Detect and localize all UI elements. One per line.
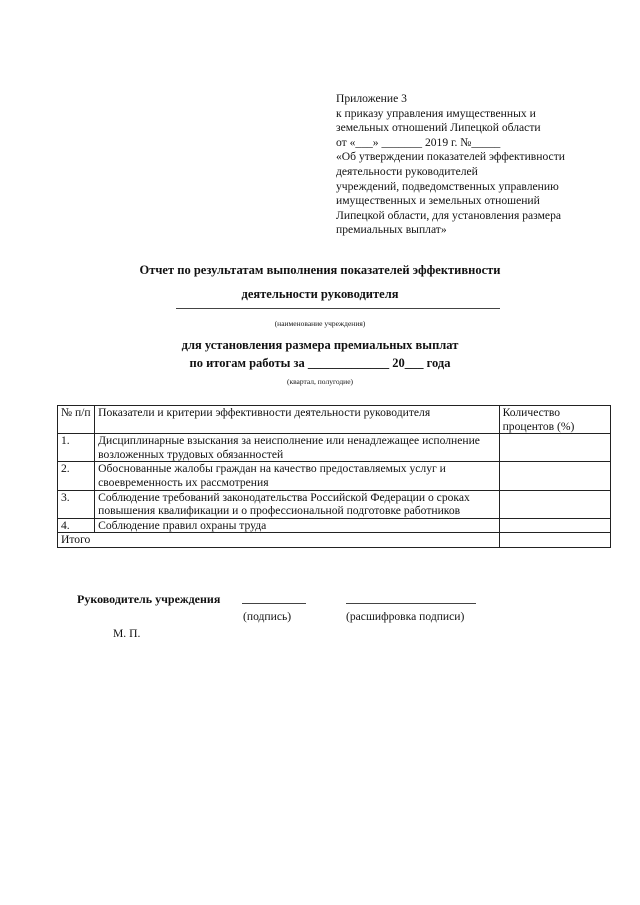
row-text: Дисциплинарные взыскания за неисполнение или ненадлежащее исполнение возложенных трудовых обязанностей [95, 434, 499, 462]
row-num: 4. [58, 518, 95, 533]
header-num: № п/п [58, 406, 95, 434]
row-text: Обоснованные жалобы граждан на качество предоставляемых услуг и своевременность их рассмотрения [95, 462, 499, 490]
stamp-place: М. П. [113, 627, 141, 640]
total-label: Итого [58, 533, 500, 548]
appendix-line: учреждений, подведомственных управлению [336, 179, 559, 193]
appendix-line: Приложение 3 [336, 92, 407, 105]
appendix-line: земельных отношений Липецкой области [336, 121, 541, 135]
report-purpose: для установления размера премиальных выплат [181, 338, 459, 352]
institution-caption: (наименование учреждения) [274, 319, 366, 328]
period-caption: (квартал, полугодие) [286, 377, 354, 386]
appendix-line: Липецкой области, для установления размера [336, 208, 562, 222]
header-indicator: Показатели и критерии эффективности деятельности руководителя [95, 406, 499, 434]
name-line [346, 603, 476, 604]
institution-name-line [176, 308, 500, 309]
table-row [58, 462, 611, 490]
report-period: по итогам работы за _____________ 20___ года [189, 356, 451, 370]
appendix-block [336, 92, 626, 238]
table-header-row [58, 406, 611, 434]
row-num: 3. [58, 490, 95, 518]
table-total-row [58, 533, 611, 548]
row-value[interactable] [499, 462, 610, 490]
header-percent: Количество процентов (%) [499, 406, 610, 434]
signature-line [242, 603, 306, 604]
table-row [58, 490, 611, 518]
row-num: 1. [58, 434, 95, 462]
appendix-line: имущественных и земельных отношений [336, 194, 540, 208]
row-text: Соблюдение правил охраны труда [95, 518, 499, 533]
table-row [58, 518, 611, 533]
appendix-line: от «___» _______ 2019 г. №_____ [336, 135, 501, 149]
row-value[interactable] [499, 518, 610, 533]
appendix-line: премиальных выплат» [336, 223, 447, 237]
appendix-line: к приказу управления имущественных и [336, 106, 536, 120]
report-title-line2: деятельности руководителя [241, 287, 399, 301]
total-value[interactable] [499, 533, 610, 548]
appendix-line: деятельности руководителей [336, 164, 478, 178]
row-text: Соблюдение требований законодательства Российской Федерации о сроках повышения квалификации и о профессиональной подготовке работников [95, 490, 499, 518]
indicators-table [57, 405, 611, 548]
name-caption: (расшифровка подписи) [346, 610, 465, 623]
row-num: 2. [58, 462, 95, 490]
table-row [58, 434, 611, 462]
signature-label: Руководитель учреждения [77, 592, 221, 606]
signature-caption: (подпись) [243, 610, 292, 623]
row-value[interactable] [499, 434, 610, 462]
report-title: Отчет по результатам выполнения показателей эффективности [139, 263, 501, 277]
appendix-line: «Об утверждении показателей эффективности [336, 150, 565, 164]
row-value[interactable] [499, 490, 610, 518]
